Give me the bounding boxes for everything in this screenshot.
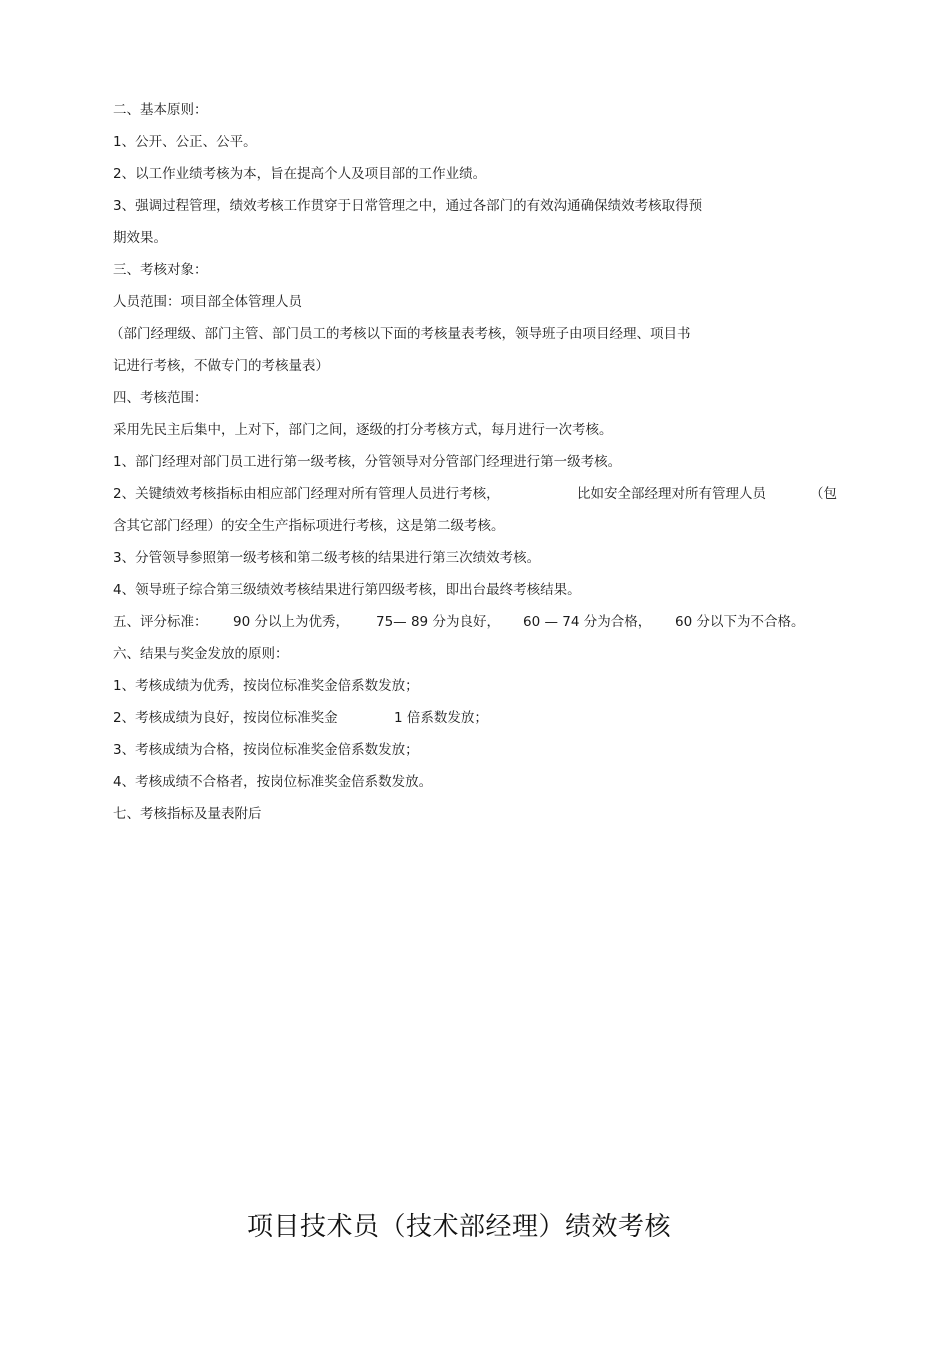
range-item-1: 1、部门经理对部门员工进行第一级考核，分管领导对分管部门经理进行第一级考核。 bbox=[113, 454, 622, 470]
principle-3-line-2: 期效果。 bbox=[113, 230, 167, 246]
range-item-4: 4、领导班子综合第三级绩效考核结果进行第四级考核，即出台最终考核结果。 bbox=[113, 582, 581, 598]
criteria-label: 五、评分标准： bbox=[113, 614, 208, 630]
bonus-rule-1: 1、考核成绩为优秀，按岗位标准奖金倍系数发放； bbox=[113, 678, 419, 694]
bonus-rule-2 bbox=[113, 709, 513, 727]
targets-note-line-2: 记进行考核，不做专门的考核量表） bbox=[113, 358, 329, 374]
criteria-good: 75— 89 分为良好， bbox=[376, 614, 500, 630]
range-item-2-line-2: 含其它部门经理）的安全生产指标项进行考核，这是第二级考核。 bbox=[113, 518, 505, 534]
range-item-2-part-1: 2、关键绩效考核指标由相应部门经理对所有管理人员进行考核， bbox=[113, 486, 500, 502]
targets-scope: 人员范围：项目部全体管理人员 bbox=[113, 294, 302, 310]
range-item-2-part-3: （包 bbox=[810, 486, 837, 502]
range-item-3: 3、分管领导参照第一级考核和第二级考核的结果进行第三次绩效考核。 bbox=[113, 550, 541, 566]
section-5-criteria bbox=[113, 613, 833, 631]
section-3-heading: 三、考核对象： bbox=[113, 262, 208, 278]
section-4-heading: 四、考核范围： bbox=[113, 390, 208, 406]
document-title: 项目技术员（技术部经理）绩效考核 bbox=[246, 1212, 671, 1242]
bonus-rule-2-part-1: 2、考核成绩为良好，按岗位标准奖金 bbox=[113, 710, 338, 726]
principle-1: 1、公开、公正、公平。 bbox=[113, 134, 257, 150]
range-method: 采用先民主后集中，上对下，部门之间，逐级的打分考核方式，每月进行一次考核。 bbox=[113, 422, 613, 438]
criteria-excellent: 90 分以上为优秀， bbox=[233, 614, 349, 630]
criteria-pass: 60 — 74 分为合格， bbox=[523, 614, 652, 630]
bonus-rule-3: 3、考核成绩为合格，按岗位标准奖金倍系数发放； bbox=[113, 742, 419, 758]
criteria-fail: 60 分以下为不合格。 bbox=[675, 614, 805, 630]
bonus-rule-2-part-2: 1 倍系数发放； bbox=[394, 710, 488, 726]
section-2-heading: 二、基本原则： bbox=[113, 102, 208, 118]
range-item-2-line-1 bbox=[113, 485, 843, 503]
range-item-2-part-2: 比如安全部经理对所有管理人员 bbox=[577, 486, 766, 502]
targets-note-line-1: （部门经理级、部门主管、部门员工的考核以下面的考核量表考核，领导班子由项目经理、项目书 bbox=[110, 326, 691, 342]
section-6-heading: 六、结果与奖金发放的原则： bbox=[113, 646, 289, 662]
principle-2: 2、以工作业绩考核为本，旨在提高个人及项目部的工作业绩。 bbox=[113, 166, 487, 182]
principle-3-line-1: 3、强调过程管理，绩效考核工作贯穿于日常管理之中，通过各部门的有效沟通确保绩效考核取得预 bbox=[113, 198, 703, 214]
bonus-rule-4: 4、考核成绩不合格者，按岗位标准奖金倍系数发放。 bbox=[113, 774, 433, 790]
section-7-appendix: 七、考核指标及量表附后 bbox=[113, 806, 262, 822]
